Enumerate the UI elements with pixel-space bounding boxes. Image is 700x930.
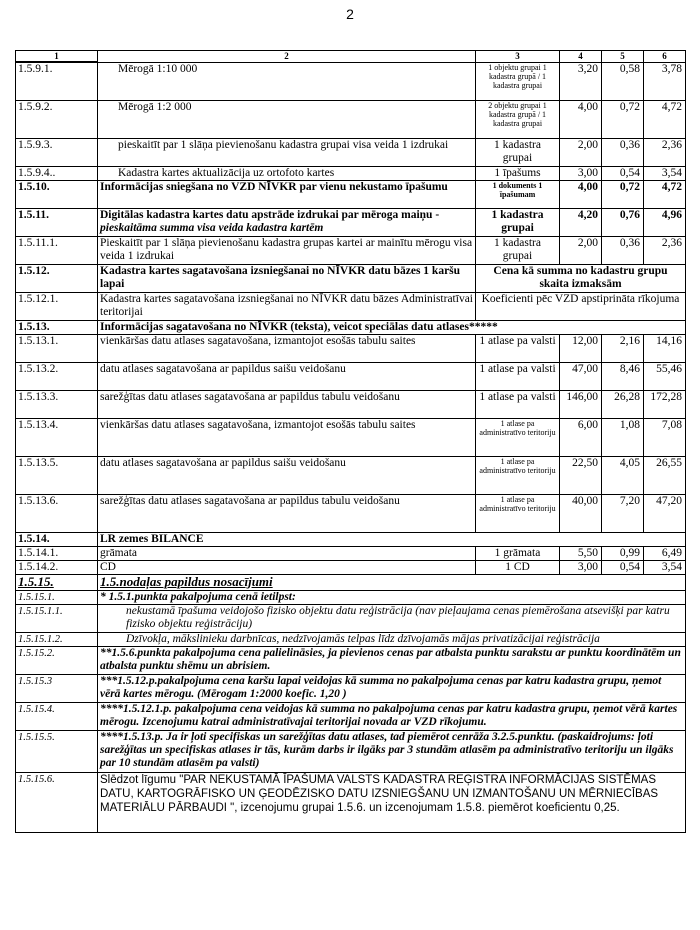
- row-unit: 1 atlase pa valsti: [476, 390, 560, 418]
- row-description: vienkāršas datu atlases sagatavošana, izmantojot esošās tabulu saites: [98, 418, 476, 456]
- header-col-1: 1: [16, 51, 98, 63]
- row-description: Informācijas sagatavošana no NĪVKR (teksta), veicot speciālas datu atlases*****: [98, 320, 686, 334]
- note-text-content: nekustamā īpašuma veidojošo fizisko objektu datu reģistrācija (nav pieļaujama cenas piemērošana atsevišķi par katru fizisko objektu reģistrāciju): [126, 604, 670, 630]
- row-code: 1.5.13.4.: [16, 418, 98, 456]
- row-total: 47,20: [644, 494, 686, 532]
- note-code: 1.5.15.1.1.: [16, 604, 98, 632]
- row-unit: 1 CD: [476, 560, 560, 574]
- row-description-main: Digitālas kadastra kartes datu apstrāde izdrukai par mēroga maiņu -: [100, 208, 440, 221]
- row-description: CD: [98, 560, 476, 574]
- row-total: 4,96: [644, 208, 686, 236]
- row-price: 146,00: [560, 390, 602, 418]
- note-text: [98, 632, 686, 646]
- row-total: 7,08: [644, 418, 686, 456]
- row-code: 1.5.9.4..: [16, 166, 98, 180]
- row-total: 2,36: [644, 236, 686, 264]
- row-unit: 1 īpašums: [476, 166, 560, 180]
- table-row: [16, 292, 686, 320]
- row-vat: 7,20: [602, 494, 644, 532]
- row-price: 3,00: [560, 166, 602, 180]
- note-text: ***1.5.12.p.pakalpojuma cena karšu lapai veidojas kā summa no pakalpojuma cenas par katru kadastra grupu, ņemot vērā kartes mērogu. (Mērogam 1:2000 koefic. 1,20 ): [98, 674, 686, 702]
- row-total: 55,46: [644, 362, 686, 390]
- row-unit: 1 atlase pa valsti: [476, 362, 560, 390]
- row-description: LR zemes BILANCE: [98, 532, 686, 546]
- table-row: [16, 180, 686, 208]
- table-row: [16, 532, 686, 546]
- table-row: [16, 560, 686, 574]
- row-description: Informācijas sniegšana no VZD NĪVKR par vienu nekustamo īpašumu: [98, 180, 476, 208]
- row-unit: 1 atlase pa administratīvo teritoriju: [476, 418, 560, 456]
- row-total: 4,72: [644, 180, 686, 208]
- row-description: sarežģītas datu atlases sagatavošana ar papildus tabulu veidošanu: [98, 494, 476, 532]
- note-text: [98, 604, 686, 632]
- row-unit: 2 objektu grupai 1 kadastra grupā / 1 kadastra grupai: [476, 100, 560, 138]
- row-code: 1.5.9.2.: [16, 100, 98, 138]
- row-price: 47,00: [560, 362, 602, 390]
- row-description: [98, 62, 476, 100]
- row-vat: 0,72: [602, 100, 644, 138]
- table-row: [16, 138, 686, 166]
- row-code: 1.5.11.: [16, 208, 98, 236]
- row-unit: 1 atlase pa administratīvo teritoriju: [476, 494, 560, 532]
- row-code: 1.5.13.3.: [16, 390, 98, 418]
- note-row: [16, 604, 686, 632]
- row-total: 26,55: [644, 456, 686, 494]
- row-description-text: Mērogā 1:10 000: [118, 62, 198, 75]
- table-row: [16, 62, 686, 100]
- table-row: [16, 100, 686, 138]
- row-code: 1.5.12.: [16, 264, 98, 292]
- note-text: Slēdzot līgumu "PAR NEKUSTAMĀ ĪPAŠUMA VALSTS KADASTRA REĢISTRA INFORMĀCIJAS SISTĒMAS DATU, KARTOGRĀFISKO UN ĢEODĒZISKO DATU IZSNIEGŠANU UN IZMANTOŠANU UN MĒRNIECĪBAS MATERIĀLU PĀRBAUDI ", izcenojumu grupai 1.5.6. un izcenojumam 1.5.8. piemērot koeficientu 0,25.: [98, 772, 686, 832]
- row-description: datu atlases sagatavošana ar papildus saišu veidošanu: [98, 456, 476, 494]
- header-col-4: 4: [560, 51, 602, 63]
- note-code: 1.5.15.: [16, 574, 98, 590]
- page-number: 2: [346, 6, 354, 22]
- table-row: [16, 236, 686, 264]
- row-description: [98, 166, 476, 180]
- note-code: 1.5.15.1.: [16, 590, 98, 604]
- note-code: 1.5.15.6.: [16, 772, 98, 832]
- table-row: [16, 362, 686, 390]
- note-code: 1.5.15.3: [16, 674, 98, 702]
- row-description: datu atlases sagatavošana ar papildus saišu veidošanu: [98, 362, 476, 390]
- table-row: [16, 456, 686, 494]
- table-row: [16, 264, 686, 292]
- row-description: [98, 138, 476, 166]
- row-merged-note: Koeficienti pēc VZD apstiprināta rīkojuma: [476, 292, 686, 320]
- row-price: 2,00: [560, 138, 602, 166]
- notes-title-row: [16, 574, 686, 590]
- row-code: 1.5.9.1.: [16, 62, 98, 100]
- row-total: 172,28: [644, 390, 686, 418]
- header-col-3: 3: [476, 51, 560, 63]
- row-code: 1.5.13.: [16, 320, 98, 334]
- row-code: 1.5.13.2.: [16, 362, 98, 390]
- note-text: * 1.5.1.punkta pakalpojuma cenā ietilpst:: [98, 590, 686, 604]
- row-code: 1.5.14.1.: [16, 546, 98, 560]
- row-unit: 1 grāmata: [476, 546, 560, 560]
- row-merged-note: Cena kā summa no kadastru grupu skaita izmaksām: [476, 264, 686, 292]
- row-price: 4,00: [560, 180, 602, 208]
- row-price: 40,00: [560, 494, 602, 532]
- row-description: sarežģītas datu atlases sagatavošana ar papildus tabulu veidošanu: [98, 390, 476, 418]
- note-text: ****1.5.13.p. Ja ir ļoti specifiskas un sarežģītas datu atlases, tad piemērot cenrāža 3.2.5.punktu. (paskaidrojums: ļoti sarežģītas un specifiskas atlases ir tās, kurām darbs ir ilgāks par 3 stundām atlasēm pa administratīvo teritoriju un ilgāks par 10 stundām atlasēm pa valsti): [98, 730, 686, 772]
- table-header-row: [16, 51, 686, 63]
- row-total: 3,78: [644, 62, 686, 100]
- row-vat: 0,36: [602, 138, 644, 166]
- row-code: 1.5.13.1.: [16, 334, 98, 362]
- row-code: 1.5.12.1.: [16, 292, 98, 320]
- note-row: [16, 646, 686, 674]
- row-total: 3,54: [644, 166, 686, 180]
- row-price: 3,20: [560, 62, 602, 100]
- row-price: 6,00: [560, 418, 602, 456]
- row-code: 1.5.10.: [16, 180, 98, 208]
- row-unit: 1 kadastra grupai: [476, 208, 560, 236]
- row-unit: 1 kadastra grupai: [476, 138, 560, 166]
- row-price: 22,50: [560, 456, 602, 494]
- notes-section-title: 1.5.nodaļas papildus nosacījumi: [98, 574, 686, 590]
- table-row: [16, 334, 686, 362]
- note-row: [16, 590, 686, 604]
- price-table: [15, 50, 686, 833]
- row-unit: 1 dokuments 1 īpašumam: [476, 180, 560, 208]
- note-row: [16, 632, 686, 646]
- header-col-5: 5: [602, 51, 644, 63]
- row-vat: 0,76: [602, 208, 644, 236]
- row-total: 14,16: [644, 334, 686, 362]
- row-description-italic: pieskaitāma summa visa veida kadastra kartēm: [100, 221, 324, 234]
- row-vat: 0,36: [602, 236, 644, 264]
- note-row: [16, 772, 686, 832]
- table-row: [16, 208, 686, 236]
- note-code: 1.5.15.2.: [16, 646, 98, 674]
- row-description: Kadastra kartes sagatavošana izsniegšanai no NĪVKR datu bāzes Administratīvai teritorijai: [98, 292, 476, 320]
- row-vat: 0,72: [602, 180, 644, 208]
- row-vat: 26,28: [602, 390, 644, 418]
- row-vat: 0,99: [602, 546, 644, 560]
- row-vat: 4,05: [602, 456, 644, 494]
- row-vat: 1,08: [602, 418, 644, 456]
- row-vat: 0,54: [602, 560, 644, 574]
- row-price: 3,00: [560, 560, 602, 574]
- note-text-content: Dzīvokļa, mākslinieku darbnīcas, nedzīvojamās telpas līdz dzīvojamās mājas privatizācijai reģistrācija: [126, 632, 600, 645]
- row-description: vienkāršas datu atlases sagatavošana, izmantojot esošās tabulu saites: [98, 334, 476, 362]
- row-code: 1.5.11.1.: [16, 236, 98, 264]
- row-price: 2,00: [560, 236, 602, 264]
- note-row: [16, 730, 686, 772]
- row-description-text: pieskaitīt par 1 slāņa pievienošanu kadastra grupai visa veida 1 izdrukai: [118, 138, 449, 151]
- row-unit: 1 kadastra grupai: [476, 236, 560, 264]
- row-price: 12,00: [560, 334, 602, 362]
- note-code: 1.5.15.1.2.: [16, 632, 98, 646]
- note-row: [16, 674, 686, 702]
- row-unit: 1 objektu grupai 1 kadastra grupā / 1 kadastra grupai: [476, 62, 560, 100]
- row-unit: 1 atlase pa valsti: [476, 334, 560, 362]
- row-description: [98, 208, 476, 236]
- row-description-text: Mērogā 1:2 000: [118, 100, 192, 113]
- row-description: Kadastra kartes sagatavošana izsniegšanai no NĪVKR datu bāzes 1 karšu lapai: [98, 264, 476, 292]
- row-description: grāmata: [98, 546, 476, 560]
- row-description: Pieskaitīt par 1 slāņa pievienošanu kadastra grupas kartei ar mainītu mērogu visa veida 1 izdrukai: [98, 236, 476, 264]
- note-text: ****1.5.12.1.p. pakalpojuma cena veidojas kā summa no pakalpojuma cenas par katru kadastra grupu, ņemot vērā kartes mērogu. Izcenojumu katrai administratīvajai teritorijai novada ar VZD rīkojumu.: [98, 702, 686, 730]
- row-total: 2,36: [644, 138, 686, 166]
- row-code: 1.5.9.3.: [16, 138, 98, 166]
- row-description: [98, 100, 476, 138]
- row-vat: 2,16: [602, 334, 644, 362]
- row-code: 1.5.13.5.: [16, 456, 98, 494]
- row-code: 1.5.14.: [16, 532, 98, 546]
- note-code: 1.5.15.5.: [16, 730, 98, 772]
- table-row: [16, 546, 686, 560]
- row-total: 6,49: [644, 546, 686, 560]
- row-vat: 8,46: [602, 362, 644, 390]
- note-text: **1.5.6.punkta pakalpojuma cena palielināsies, ja pievienos cenas par atbalsta punktu sarakstu ar punktu koordinātēm un atbalsta punktu shēmu un abrisiem.: [98, 646, 686, 674]
- row-code: 1.5.14.2.: [16, 560, 98, 574]
- row-vat: 0,58: [602, 62, 644, 100]
- row-unit: 1 atlase pa administratīvo teritoriju: [476, 456, 560, 494]
- note-row: [16, 702, 686, 730]
- table-row: [16, 390, 686, 418]
- header-col-6: 6: [644, 51, 686, 63]
- row-description-text: Kadastra kartes aktualizācija uz ortofoto kartes: [118, 166, 335, 179]
- table-row: [16, 494, 686, 532]
- row-price: 4,00: [560, 100, 602, 138]
- table-row: [16, 320, 686, 334]
- table-row: [16, 166, 686, 180]
- row-total: 3,54: [644, 560, 686, 574]
- row-total: 4,72: [644, 100, 686, 138]
- table-row: [16, 418, 686, 456]
- row-code: 1.5.13.6.: [16, 494, 98, 532]
- header-col-2: 2: [98, 51, 476, 63]
- row-vat: 0,54: [602, 166, 644, 180]
- row-price: 5,50: [560, 546, 602, 560]
- note-code: 1.5.15.4.: [16, 702, 98, 730]
- row-price: 4,20: [560, 208, 602, 236]
